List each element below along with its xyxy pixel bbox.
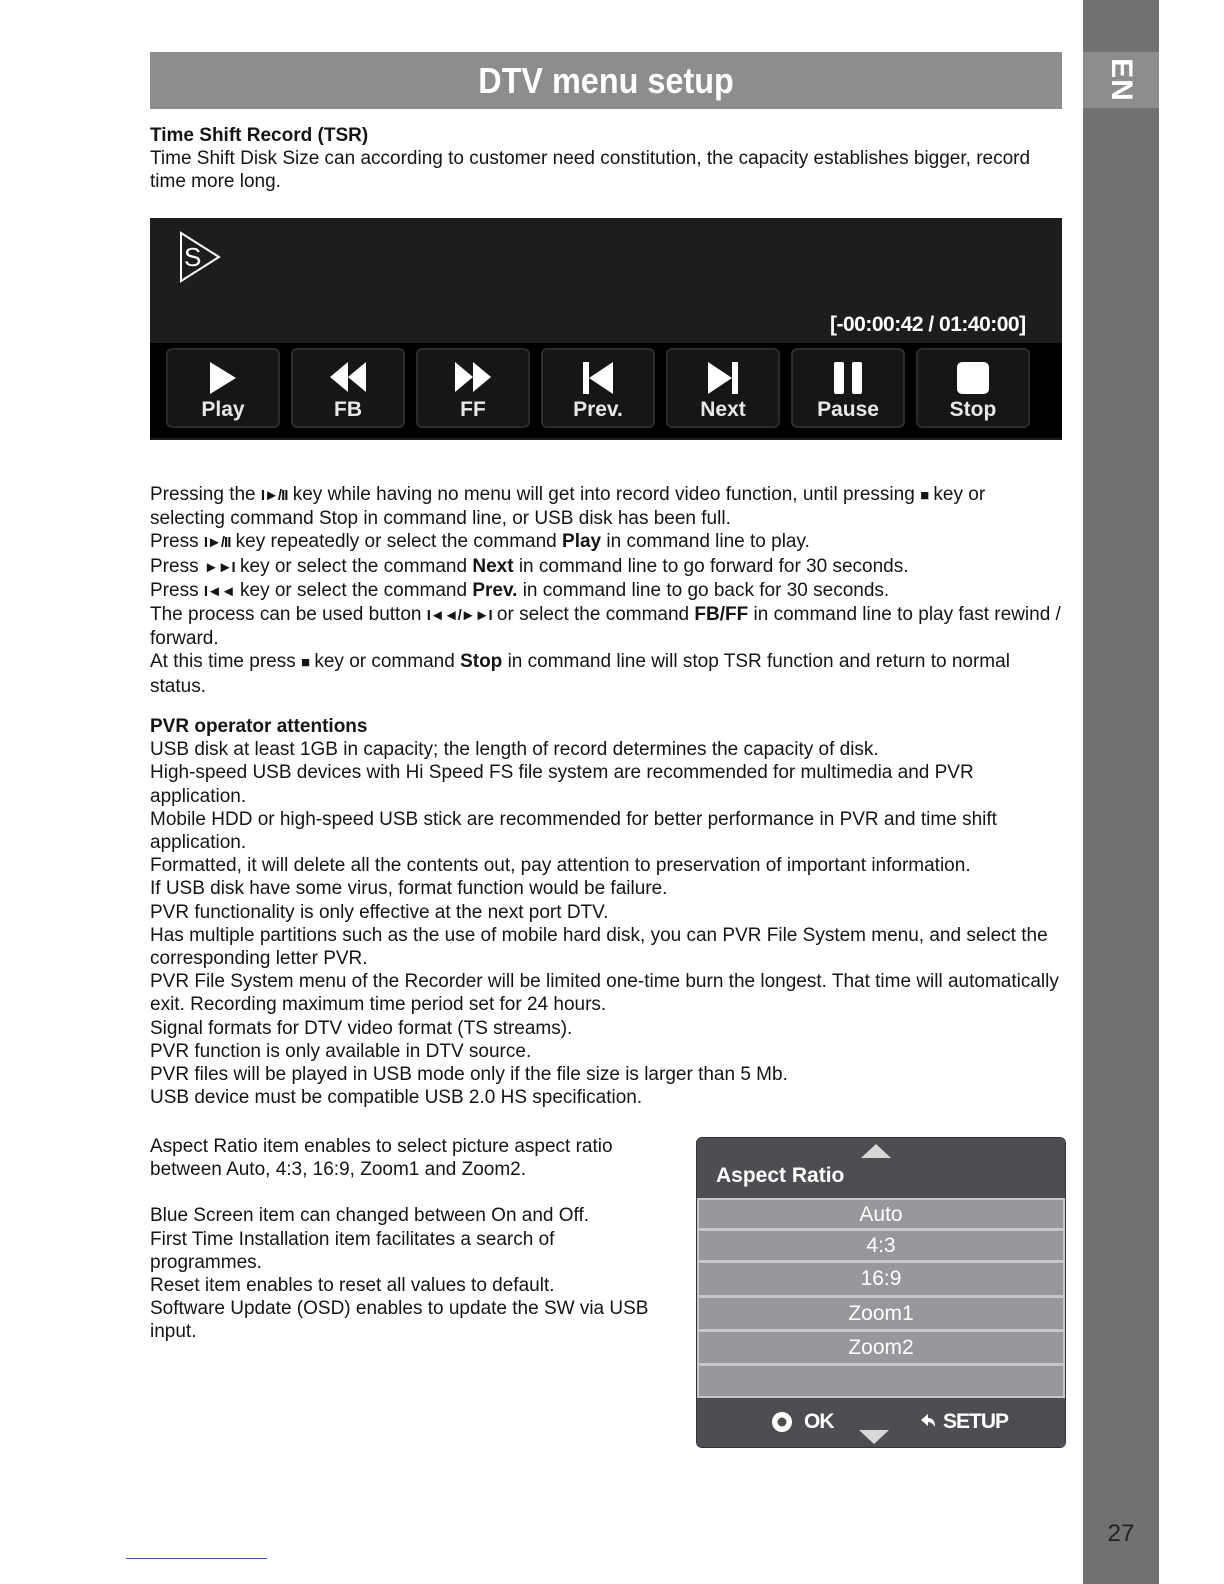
svg-text:S: S	[184, 242, 202, 272]
aspect-paragraph: Aspect Ratio item enables to select picture aspect ratio between Auto, 4:3, 16:9, Zoom1 and Zoom2.	[150, 1136, 613, 1181]
bold-command: Prev.	[472, 579, 518, 601]
next-icon	[706, 362, 740, 394]
sidebar	[1083, 0, 1159, 1584]
text-span: Press	[150, 531, 199, 553]
pvr-heading: PVR operator attentions	[150, 716, 368, 737]
instructions	[150, 483, 1065, 698]
setup-button[interactable]: SETUP	[943, 1410, 1009, 1433]
text-span: in command line to go back for 30 seconds.	[522, 579, 890, 601]
stop-button[interactable]	[916, 348, 1030, 428]
tsr-intro: Time Shift Disk Size can according to customer need constitution, the capacity establishes bigger, record time more long.	[150, 148, 1031, 193]
blue-screen-paragraph: Blue Screen item can changed between On and Off.	[150, 1205, 590, 1227]
scroll-down-icon[interactable]	[859, 1430, 889, 1444]
ok-button[interactable]: OK	[804, 1410, 834, 1433]
timeshift-logo-icon	[178, 230, 222, 284]
tsr-heading: Time Shift Record (TSR)	[150, 125, 369, 146]
instruction-record	[150, 483, 1065, 530]
fb-label: FB	[334, 398, 362, 421]
text-span: or select the command	[496, 604, 690, 626]
pvr-line: High-speed USB devices with Hi Speed FS file system are recommended for multimedia and PVR application.	[150, 762, 974, 807]
play-label: Play	[201, 398, 245, 421]
software-update-paragraph: Software Update (OSD) enables to update the SW via USB input.	[150, 1298, 649, 1343]
stop-symbol-icon: ■	[920, 487, 929, 504]
text-span: key repeatedly or select the command	[235, 531, 557, 553]
text-span: key or select the command	[240, 555, 468, 577]
prev-next-symbol-icon: I◄◄/►►I	[426, 607, 492, 625]
text-span: Pressing the	[150, 484, 256, 505]
aspect-option-auto[interactable]: Auto	[699, 1200, 1063, 1228]
previous-icon	[581, 362, 615, 394]
text-span: key or select the command	[240, 579, 468, 601]
pause-icon	[832, 362, 864, 394]
pvr-line: PVR functionality is only effective at the next port DTV.	[150, 901, 609, 923]
play-pause-symbol-icon: I►/II	[260, 487, 288, 504]
ok-circle-icon	[771, 1411, 793, 1433]
timecode-readout: [-00:00:42 / 01:40:00]	[830, 313, 1026, 336]
stop-label: Stop	[949, 398, 997, 421]
play-pause-symbol-icon: I►/II	[203, 534, 231, 552]
pvr-line: USB disk at least 1GB in capacity; the length of record determines the capacity of disk.	[150, 739, 879, 761]
pvr-line: If USB disk have some virus, format function would be failure.	[150, 878, 668, 900]
pvr-line: PVR files will be played in USB mode only if the file size is larger than 5 Mb.	[150, 1064, 788, 1086]
stop-icon	[957, 362, 989, 394]
fb-button[interactable]	[291, 348, 405, 428]
text-span: key while having no menu will get into record video function, until pressing	[292, 484, 915, 505]
next-button[interactable]	[666, 348, 780, 428]
language-tab	[1083, 52, 1159, 108]
bold-command: Next	[472, 555, 514, 577]
play-icon	[208, 362, 238, 394]
page-title-bar	[150, 52, 1062, 109]
text-span: Press	[150, 579, 199, 601]
text-span: in command line to play.	[606, 531, 810, 553]
text-span: The process can be used button	[150, 604, 422, 626]
language-label: EN	[1105, 58, 1138, 102]
text-span: in command line to go forward for 30 seconds.	[518, 555, 909, 577]
text-span: key or selecting command Stop in command line, or USB disk has been full.	[150, 484, 986, 530]
aspect-menu-title: Aspect Ratio	[716, 1164, 845, 1187]
stop-symbol-icon: ■	[301, 654, 310, 672]
pause-label: Pause	[817, 398, 879, 421]
pvr-line: Formatted, it will delete all the contents out, pay attention to preservation of important information.	[150, 855, 971, 877]
text-span: in command line will stop TSR function and return to normal status.	[150, 651, 1010, 697]
pvr-line: PVR function is only available in DTV source.	[150, 1040, 532, 1062]
prev-symbol-icon: I◄◄	[203, 582, 235, 600]
pvr-line: USB device must be compatible USB 2.0 HS specification.	[150, 1087, 643, 1109]
text-span: Press	[150, 555, 199, 577]
footer-line	[126, 1558, 267, 1559]
next-label: Next	[700, 398, 746, 421]
instruction-next	[150, 555, 1065, 579]
next-symbol-icon: ►►I	[203, 558, 235, 576]
instruction-stop	[150, 650, 1065, 697]
first-install-paragraph: First Time Installation item facilitates a search of programmes.	[150, 1228, 555, 1273]
ff-button[interactable]	[416, 348, 530, 428]
reset-paragraph: Reset item enables to reset all values to default.	[150, 1275, 555, 1297]
prev-label: Prev.	[573, 398, 623, 421]
pvr-line: Has multiple partitions such as the use of mobile hard disk, you can PVR File System menu, and select the corresponding letter PVR.	[150, 924, 1048, 970]
fast-forward-icon	[453, 362, 493, 392]
bold-command: Play	[562, 531, 602, 553]
back-arrow-icon	[917, 1413, 937, 1431]
aspect-option-empty	[699, 1366, 1063, 1396]
play-button[interactable]	[166, 348, 280, 428]
text-span: in command line to play fast rewind / forward.	[150, 604, 1061, 650]
prev-button[interactable]	[541, 348, 655, 428]
pause-button[interactable]	[791, 348, 905, 428]
text-span: At this time press	[150, 651, 296, 673]
bold-command: FB/FF	[694, 604, 749, 626]
text-span: key or command	[314, 651, 455, 673]
aspect-option-16-9[interactable]: 16:9	[699, 1263, 1063, 1295]
bold-command: Stop	[460, 651, 503, 673]
instruction-fbff	[150, 603, 1065, 650]
ff-label: FF	[460, 398, 486, 421]
fast-backward-icon	[328, 362, 368, 392]
aspect-option-zoom1[interactable]: Zoom1	[699, 1298, 1063, 1329]
pvr-line: PVR File System menu of the Recorder will be limited one-time burn the longest. That time will automatically exit. Recording maximum time period set for 24 hours.	[150, 971, 1059, 1016]
aspect-text	[150, 1135, 670, 1344]
aspect-ratio-menu	[696, 1137, 1066, 1448]
tsr-section	[150, 124, 1065, 194]
pvr-section	[150, 715, 1065, 1109]
page-title: DTV menu setup	[478, 59, 734, 101]
scroll-up-icon[interactable]	[861, 1144, 891, 1158]
instruction-play	[150, 530, 1065, 554]
instruction-prev	[150, 579, 1065, 603]
aspect-option-4-3[interactable]: 4:3	[699, 1231, 1063, 1260]
aspect-option-zoom2[interactable]: Zoom2	[699, 1332, 1063, 1363]
pvr-line: Mobile HDD or high-speed USB stick are recommended for better performance in PVR and time shift application.	[150, 808, 997, 854]
pvr-line: Signal formats for DTV video format (TS streams).	[150, 1017, 573, 1039]
page-number: 27	[1107, 1520, 1135, 1547]
